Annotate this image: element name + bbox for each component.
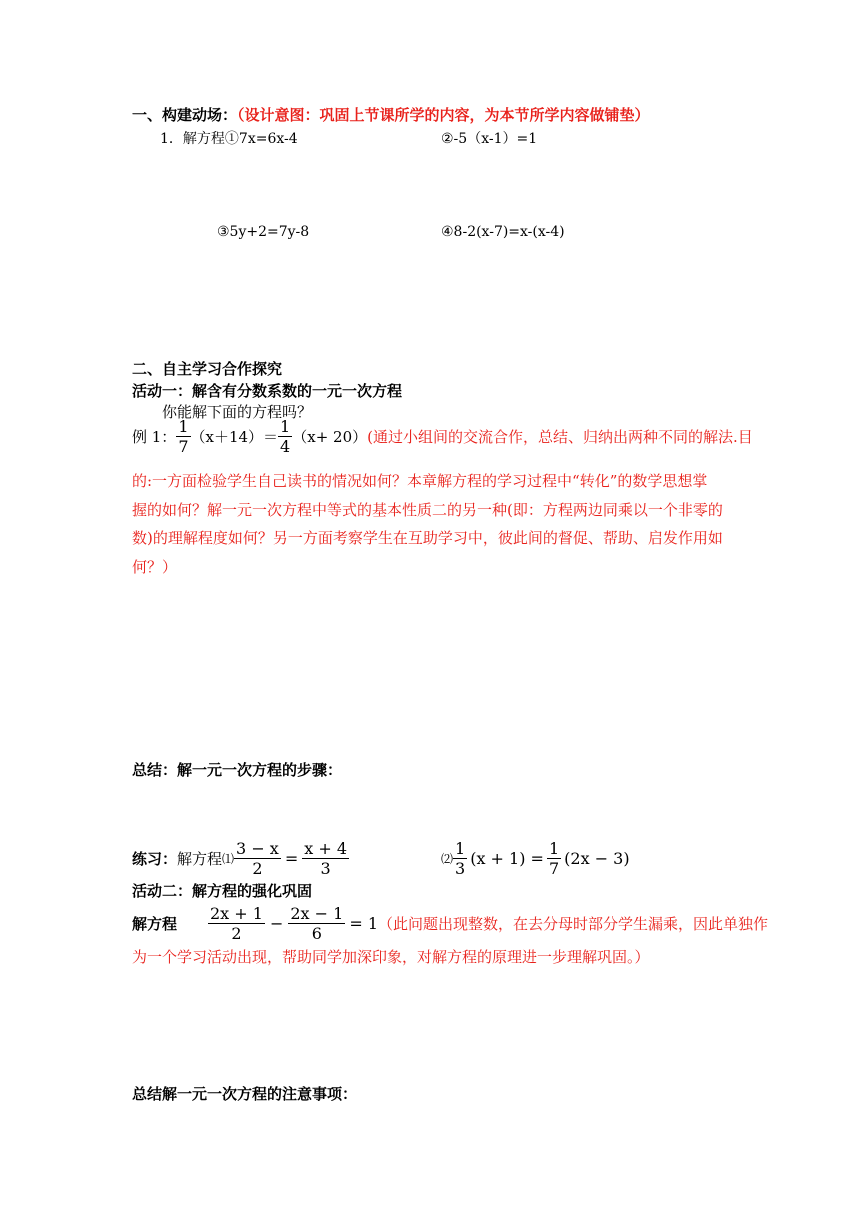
- fraction-numerator: 1: [178, 416, 189, 436]
- activity2-fraction-1: [208, 904, 265, 943]
- practice2-equation: [441, 834, 630, 882]
- fraction-numerator: 2x + 1: [210, 903, 263, 923]
- practice-intro: 解方程: [177, 849, 223, 868]
- fraction-numerator: 1: [455, 838, 466, 858]
- practice1-rhs-fraction: [302, 839, 349, 878]
- section2-heading: 二、自主学习合作探究: [132, 360, 283, 378]
- practice1-equals: =: [284, 848, 299, 868]
- section1-heading: 一、构建动场：: [132, 106, 238, 124]
- activity2-rhs: = 1: [349, 913, 379, 933]
- item-label: 1．解方程: [160, 131, 225, 147]
- example-label: 例 1：: [132, 427, 177, 446]
- practice2-fraction-one-seventh: [547, 839, 561, 878]
- activity1-title: 活动一：解含有分数系数的一元一次方程: [132, 382, 403, 400]
- equation-1: ①7x=6x-4: [224, 131, 298, 147]
- example1-note-line2: 的:一方面检验学生自己读书的情况如何？本章解方程的学习过程中“转化”的数学思想掌: [132, 472, 708, 490]
- fraction-numerator: 1: [280, 416, 291, 436]
- equation-4: ④8-2(x-7)=x-(x-4): [441, 224, 565, 240]
- activity2-minus: −: [269, 913, 284, 933]
- fraction-one-seventh: [176, 417, 190, 456]
- equation-2: ②-5（x-1）=1: [441, 131, 538, 147]
- equation-3: ③5y+2=7y-8: [217, 224, 310, 240]
- equation-list-row1: [160, 128, 298, 148]
- section1-heading-row: [132, 104, 650, 125]
- fraction-denominator: 2: [208, 923, 265, 943]
- fraction-denominator: 7: [548, 858, 560, 878]
- fraction-denominator: 2: [234, 858, 281, 878]
- fraction-numerator: 3 − x: [236, 838, 279, 858]
- practice2-fraction-one-third: [453, 839, 467, 878]
- practice2-middle: (x + 1) =: [470, 848, 544, 868]
- fraction-denominator: 4: [280, 436, 291, 456]
- activity2-title: 活动二：解方程的强化巩固: [132, 882, 313, 900]
- section1-design-note: （设计意图：巩固上节课所学的内容，为本节所学内容做铺垫）: [237, 106, 650, 124]
- example1-note-line5: 何？）: [132, 557, 178, 576]
- activity2-note-line2: 为一个学习活动出现，帮助同学加深印象，对解方程的原理进一步理解巩固。）: [132, 948, 650, 966]
- fraction-numerator: x + 4: [304, 838, 348, 858]
- example1-note-line1: (通过小组间的交流合作，总结、归纳出两种不同的解法.目: [367, 427, 753, 446]
- steps-summary: 总结：解一元一次方程的步骤：: [132, 761, 343, 779]
- fraction-denominator: 3: [455, 858, 466, 878]
- practice2-marker: ⑵: [441, 851, 454, 866]
- example1-equation: [132, 414, 753, 458]
- example1-note-continued: [132, 467, 732, 581]
- practice1-marker: ⑴: [222, 851, 235, 866]
- example1-note-line3: 握的如何？解一元一次方程中等式的基本性质二的另一种(即：方程两边同乘以一个非零的: [132, 500, 723, 519]
- fraction-denominator: 7: [178, 436, 189, 456]
- fraction-one-fourth: [278, 417, 292, 456]
- fraction-numerator: 2x − 1: [290, 903, 344, 923]
- practice2-end: (2x − 3): [564, 848, 630, 868]
- example1-note-line4: 数)的理解程度如何？另一方面考察学生在互助学习中，彼此间的督促、帮助、启发作用如: [132, 529, 723, 547]
- fraction-numerator: 1: [548, 838, 560, 858]
- fraction-denominator: 3: [302, 858, 349, 878]
- activity2-fraction-2: [288, 904, 345, 943]
- practice-label: 练习：: [132, 849, 178, 868]
- precautions-summary: 总结解一元一次方程的注意事项：: [132, 1085, 358, 1103]
- fraction-denominator: 6: [288, 923, 345, 943]
- activity2-label: 解方程: [132, 914, 178, 933]
- term-x-plus-20: （x+ 20）: [292, 427, 368, 446]
- term-x-plus-14: （x＋14）＝: [190, 427, 279, 446]
- practice1-lhs-fraction: [234, 839, 281, 878]
- practice-row: [132, 834, 349, 882]
- question-text: 你能解下面的方程吗？: [162, 403, 313, 421]
- activity2-note-line1: （此问题出现整数，在去分母时部分学生漏乘，因此单独作: [378, 914, 769, 933]
- activity2-equation: [132, 899, 768, 947]
